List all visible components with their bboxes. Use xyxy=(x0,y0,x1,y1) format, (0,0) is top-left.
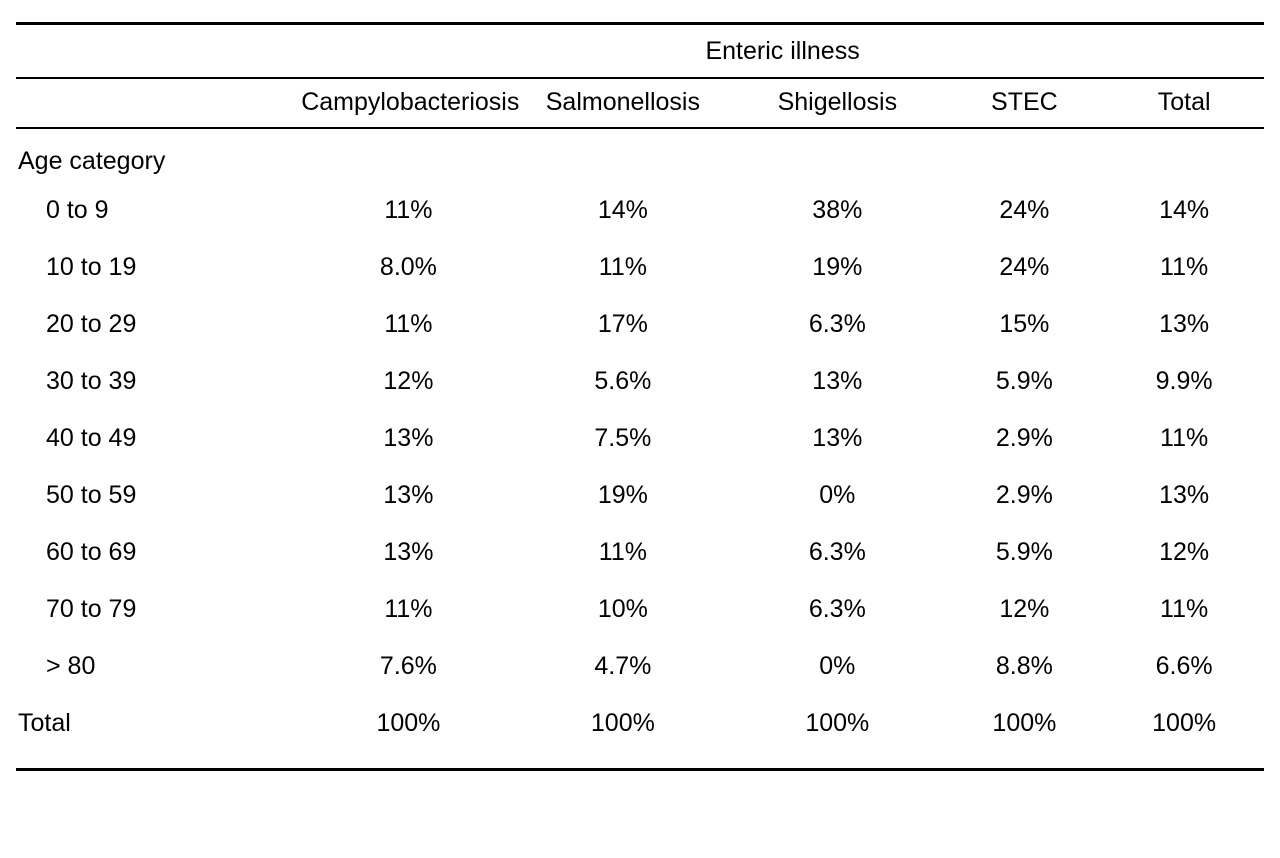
cell-campylobacteriosis: 11% xyxy=(384,310,433,338)
bottom-rule-cell xyxy=(945,752,1105,770)
row-label: > 80 xyxy=(46,652,96,680)
table-row xyxy=(16,410,1264,467)
cell-shigellosis: 13% xyxy=(812,424,863,452)
cell-total: 11% xyxy=(1160,253,1209,281)
cell-campylobacteriosis: 8.0% xyxy=(379,253,437,281)
row-label: 20 to 29 xyxy=(46,310,137,338)
column-header-campylobacteriosis: Campylobacteriosis xyxy=(301,78,515,128)
table-row xyxy=(16,638,1264,695)
cell-stec: 5.9% xyxy=(995,367,1053,395)
column-header-blank xyxy=(16,78,301,128)
cell-salmonellosis: 11% xyxy=(598,253,647,281)
cell-shigellosis: 6.3% xyxy=(808,310,866,338)
bottom-rule-cell xyxy=(730,752,944,770)
table-total-row xyxy=(16,695,1264,752)
bottom-rule-cell xyxy=(301,752,515,770)
table-row xyxy=(16,467,1264,524)
table-row xyxy=(16,353,1264,410)
column-header-stec: STEC xyxy=(945,78,1105,128)
cell-shigellosis: 0% xyxy=(819,481,856,509)
cell-shigellosis: 6.3% xyxy=(808,538,866,566)
table-column-header-row xyxy=(16,78,1264,128)
column-header-total: Total xyxy=(1104,78,1264,128)
row-label: 60 to 69 xyxy=(46,538,137,566)
group-header-enteric-illness: Enteric illness xyxy=(301,24,1264,79)
cell-shigellosis: 0% xyxy=(819,652,856,680)
cell-total: 6.6% xyxy=(1155,652,1213,680)
cell-shigellosis: 19% xyxy=(812,253,863,281)
cell-salmonellosis: 10% xyxy=(597,595,648,623)
enteric-illness-table xyxy=(16,22,1264,771)
cell-stec: 5.9% xyxy=(995,538,1053,566)
row-label: 0 to 9 xyxy=(46,196,109,224)
cell-shigellosis: 6.3% xyxy=(808,595,866,623)
cell-campylobacteriosis: 11% xyxy=(384,196,433,224)
cell-shigellosis: 38% xyxy=(812,196,863,224)
cell-stec: 8.8% xyxy=(995,652,1053,680)
table-bottom-rule xyxy=(16,752,1264,770)
cell-salmonellosis: 7.5% xyxy=(594,424,652,452)
cell-stec: 2.9% xyxy=(995,424,1053,452)
cell-salmonellosis: 17% xyxy=(597,310,648,338)
cell-stec: 15% xyxy=(999,310,1050,338)
column-header-shigellosis: Shigellosis xyxy=(730,78,944,128)
total-cell-stec: 100% xyxy=(992,709,1057,737)
cell-total: 14% xyxy=(1159,196,1210,224)
cell-stec: 24% xyxy=(999,196,1050,224)
row-label: 40 to 49 xyxy=(46,424,137,452)
cell-salmonellosis: 19% xyxy=(597,481,648,509)
total-cell-campylobacteriosis: 100% xyxy=(376,709,441,737)
cell-campylobacteriosis: 12% xyxy=(383,367,434,395)
cell-campylobacteriosis: 13% xyxy=(383,481,434,509)
cell-campylobacteriosis: 13% xyxy=(383,538,434,566)
cell-salmonellosis: 11% xyxy=(598,538,647,566)
cell-total: 11% xyxy=(1160,595,1209,623)
cell-salmonellosis: 4.7% xyxy=(594,652,652,680)
table-row xyxy=(16,296,1264,353)
cell-total: 13% xyxy=(1159,481,1210,509)
document-page xyxy=(0,22,1280,858)
cell-stec: 12% xyxy=(999,595,1050,623)
cell-campylobacteriosis: 7.6% xyxy=(379,652,437,680)
bottom-rule-cell xyxy=(1104,752,1264,770)
total-cell-total: 100% xyxy=(1152,709,1217,737)
total-row-label: Total xyxy=(18,709,71,737)
cell-campylobacteriosis: 13% xyxy=(383,424,434,452)
cell-salmonellosis: 14% xyxy=(597,196,648,224)
row-label: 50 to 59 xyxy=(46,481,137,509)
bottom-rule-cell xyxy=(516,752,730,770)
row-group-label-age-category: Age category xyxy=(16,128,1264,182)
cell-stec: 24% xyxy=(999,253,1050,281)
cell-total: 9.9% xyxy=(1155,367,1213,395)
table-row xyxy=(16,182,1264,239)
row-group-label-row xyxy=(16,128,1264,182)
bottom-rule-cell xyxy=(16,752,301,770)
row-label: 10 to 19 xyxy=(46,253,137,281)
table-row xyxy=(16,581,1264,638)
empty-corner-cell xyxy=(16,24,301,79)
total-cell-shigellosis: 100% xyxy=(805,709,870,737)
table-row xyxy=(16,239,1264,296)
row-label: 70 to 79 xyxy=(46,595,137,623)
total-cell-salmonellosis: 100% xyxy=(590,709,655,737)
cell-stec: 2.9% xyxy=(995,481,1053,509)
cell-salmonellosis: 5.6% xyxy=(594,367,652,395)
table-row xyxy=(16,524,1264,581)
table-group-header-row xyxy=(16,24,1264,79)
cell-total: 12% xyxy=(1159,538,1210,566)
cell-total: 11% xyxy=(1160,424,1209,452)
cell-total: 13% xyxy=(1159,310,1210,338)
row-label: 30 to 39 xyxy=(46,367,137,395)
cell-shigellosis: 13% xyxy=(812,367,863,395)
column-header-salmonellosis: Salmonellosis xyxy=(516,78,730,128)
cell-campylobacteriosis: 11% xyxy=(384,595,433,623)
